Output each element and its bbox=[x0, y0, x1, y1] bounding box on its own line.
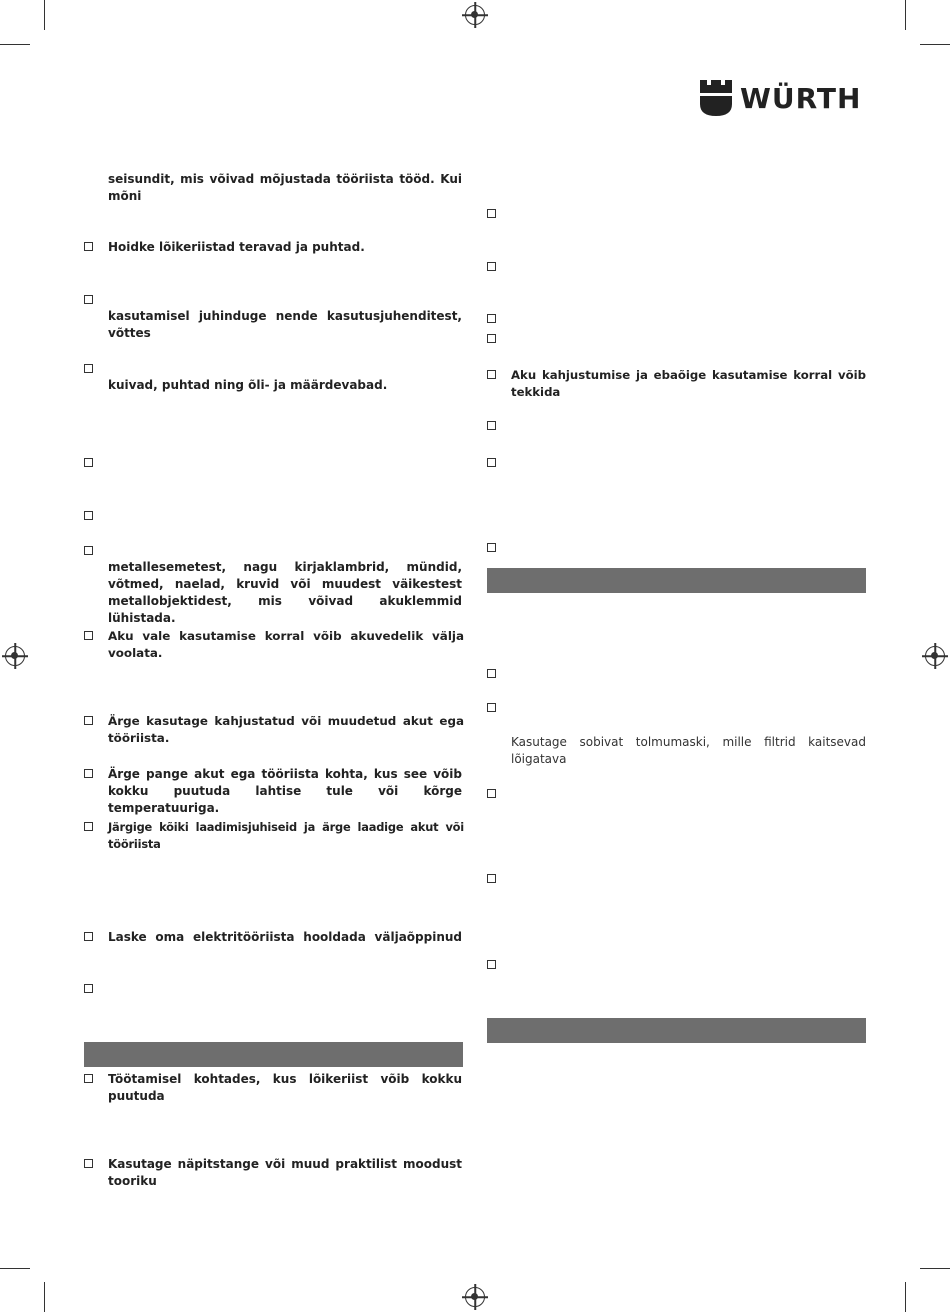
crop-mark bbox=[0, 1268, 30, 1269]
checkbox[interactable] bbox=[84, 458, 93, 467]
service-line: Laske oma elektritööriista hooldada väljaõppinud bbox=[108, 930, 462, 944]
checkbox[interactable] bbox=[487, 421, 496, 430]
list-item: Töötamisel kohtades, kus lõikeriist võib kokku puutuda bbox=[108, 1072, 462, 1103]
checkbox[interactable] bbox=[84, 631, 93, 640]
checkbox[interactable] bbox=[84, 295, 93, 304]
crop-mark bbox=[905, 1282, 906, 1312]
crop-mark bbox=[920, 1268, 950, 1269]
text-line: kasutamisel juhinduge nende kasutusjuhenditest, võttes bbox=[108, 309, 462, 340]
section-header-bar bbox=[487, 568, 866, 593]
section-header-bar bbox=[84, 1042, 463, 1067]
checkbox[interactable] bbox=[487, 458, 496, 467]
wurth-crown-icon bbox=[700, 80, 732, 116]
checkbox[interactable] bbox=[487, 960, 496, 969]
checkbox[interactable] bbox=[487, 314, 496, 323]
checkbox[interactable] bbox=[84, 1074, 93, 1083]
list-item: Kasutage näpitstange või muud praktilist moodust tooriku bbox=[108, 1157, 462, 1188]
list-item: Järgige kõiki laadimisjuhiseid ja ärge laadige akut või tööriista bbox=[108, 820, 464, 851]
brand-name: WÜRTH bbox=[740, 81, 862, 115]
text-line: Kasutage sobivat tolmumaski, mille filtrid kaitsevad lõigatava bbox=[511, 735, 866, 766]
checkbox[interactable] bbox=[487, 262, 496, 271]
checkbox[interactable] bbox=[487, 789, 496, 798]
checkbox[interactable] bbox=[487, 334, 496, 343]
brand-logo bbox=[700, 80, 861, 116]
checkbox[interactable] bbox=[487, 209, 496, 218]
registration-mark-icon bbox=[465, 5, 485, 25]
checkbox[interactable] bbox=[84, 364, 93, 373]
checkbox[interactable] bbox=[487, 703, 496, 712]
list-item: Aku vale kasutamise korral võib akuvedelik välja voolata. bbox=[108, 629, 464, 660]
list-item: Aku kahjustumise ja ebaõige kasutamise korral võib tekkida bbox=[511, 368, 866, 399]
checkbox[interactable] bbox=[84, 716, 93, 725]
checkbox[interactable] bbox=[84, 822, 93, 831]
crop-mark bbox=[920, 44, 950, 45]
list-item bbox=[108, 929, 462, 946]
crop-mark bbox=[905, 0, 906, 30]
checkbox[interactable] bbox=[84, 242, 93, 251]
list-item: Ärge pange akut ega tööriista kohta, kus see võib kokku puutuda lahtise tule või kõrge temperatuuriga. bbox=[108, 767, 462, 815]
crop-mark bbox=[44, 1282, 45, 1312]
list-item: Hoidke lõikeriistad teravad ja puhtad. bbox=[108, 240, 365, 254]
registration-mark-icon bbox=[925, 646, 945, 666]
checkbox[interactable] bbox=[84, 769, 93, 778]
checkbox[interactable] bbox=[487, 543, 496, 552]
crop-mark bbox=[44, 0, 45, 30]
checkbox[interactable] bbox=[487, 669, 496, 678]
text-block: metallesemetest, nagu kirjaklambrid, mündid, võtmed, naelad, kruvid või muudest väikestest metallobjektidest, mis võivad akuklemmid lühistada. bbox=[108, 560, 462, 625]
text-line: kuivad, puhtad ning õli- ja määrdevabad. bbox=[108, 378, 388, 392]
checkbox[interactable] bbox=[84, 1159, 93, 1168]
registration-mark-icon bbox=[465, 1287, 485, 1307]
registration-mark-icon bbox=[5, 646, 25, 666]
checkbox[interactable] bbox=[84, 932, 93, 941]
crop-mark bbox=[0, 44, 30, 45]
checkbox[interactable] bbox=[487, 874, 496, 883]
section-header-bar bbox=[487, 1018, 866, 1043]
checkbox[interactable] bbox=[84, 984, 93, 993]
text-line: seisundit, mis võivad mõjustada tööriista tööd. Kui mõni bbox=[108, 172, 462, 203]
checkbox[interactable] bbox=[487, 370, 496, 379]
list-item: Ärge kasutage kahjustatud või muudetud akut ega tööriista. bbox=[108, 714, 464, 745]
checkbox[interactable] bbox=[84, 511, 93, 520]
checkbox[interactable] bbox=[84, 546, 93, 555]
